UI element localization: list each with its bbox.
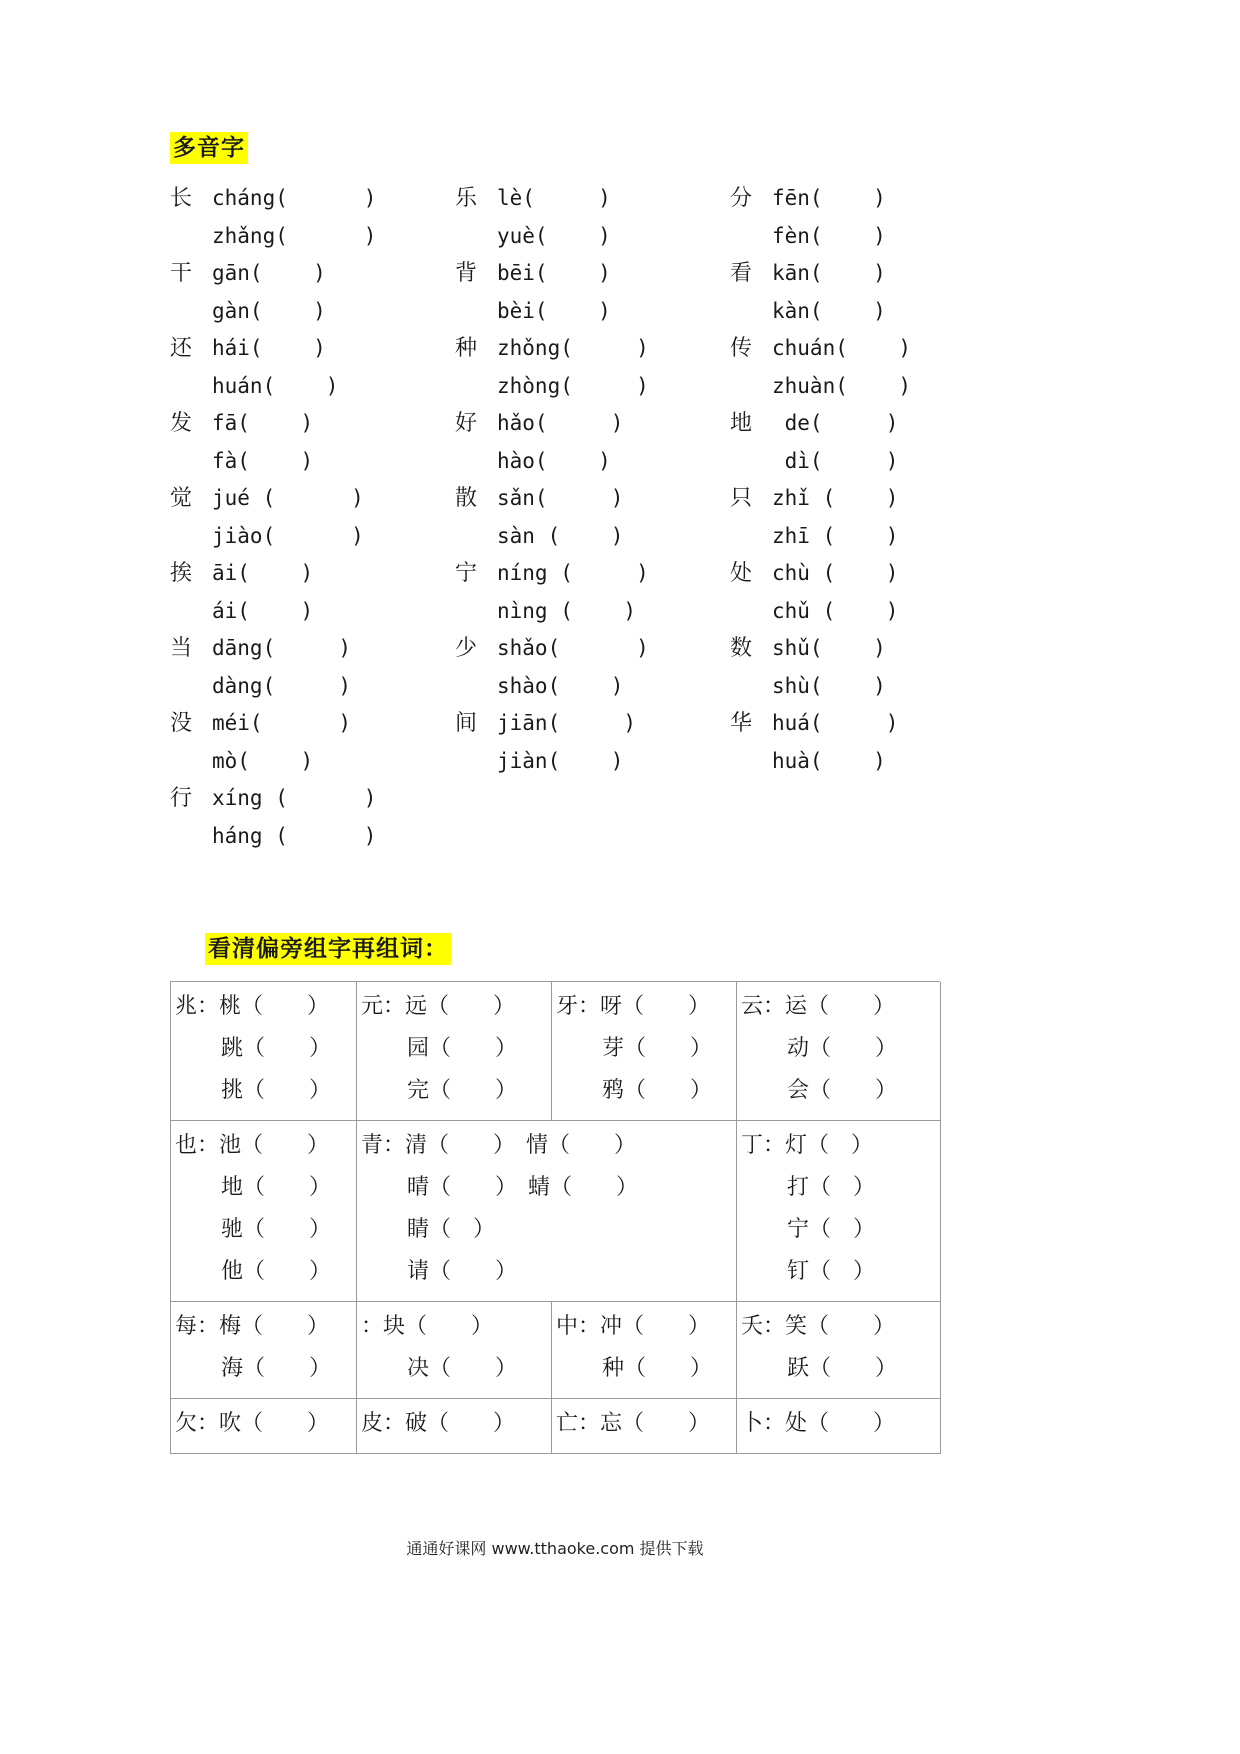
character-blank: 吹（ ） [219,1411,330,1436]
pinyin-line [170,668,455,706]
table-line [361,1167,734,1209]
table-line [556,1403,734,1445]
hanzi-character: 数 [730,636,753,661]
table-line [556,986,734,1028]
hanzi-character [730,218,772,256]
page-content [0,132,940,1559]
pinyin-blank: shǎo( ) [497,636,649,660]
hanzi-character [455,593,497,631]
pinyin-blank: de( ) [772,411,899,435]
pinyin-blank: gàn( ) [212,298,326,323]
polyphonic-entry [730,255,940,330]
hanzi-character [730,443,772,481]
polyphonic-entry [455,330,730,405]
table-line [175,986,354,1028]
table-line [741,1070,938,1112]
table-line [556,1070,734,1112]
hanzi-character: 乐 [455,186,478,211]
pinyin-line [170,743,455,781]
table-line [741,1251,938,1293]
polyphonic-column-3 [730,180,940,855]
radical-cell-r4-c4 [737,1399,941,1454]
pinyin-blank: jiào( ) [212,523,364,548]
pinyin-blank: nìng ( ) [497,598,637,623]
table-line [175,1167,354,1209]
pinyin-line [455,668,730,706]
hanzi-character [170,668,212,706]
pinyin-line [170,368,455,406]
pinyin-blank: jiàn( ) [497,748,624,773]
character-blank: 海（ ） [221,1356,332,1381]
hanzi-character [455,443,497,481]
pinyin-line [455,555,730,593]
hanzi-character: 地 [730,411,753,436]
polyphonic-entry [170,330,455,405]
polyphonic-entry [730,180,940,255]
pinyin-blank: shù( ) [772,673,886,698]
hanzi-character [455,668,497,706]
character-blank: 呀（ ） [600,994,711,1019]
character-blank: 破（ ） [405,1411,516,1436]
footer-text: 通通好课网 www.tthaoke.com 提供下载 [406,1539,704,1558]
radical-label: 牙： [556,994,601,1019]
pinyin-line [730,630,940,668]
pinyin-blank: kàn( ) [772,298,886,323]
radical-label: 兆： [175,994,220,1019]
pinyin-line [455,743,730,781]
pinyin-line [170,593,455,631]
pinyin-line [170,518,455,556]
table-line [741,1306,938,1348]
character-blank: 驰（ ） [221,1217,332,1242]
pinyin-line [730,255,940,293]
radical-table [170,981,940,1454]
hanzi-character: 挨 [170,561,193,586]
character-blank: 会（ ） [787,1078,898,1103]
pinyin-blank: fèn( ) [772,223,886,248]
character-blank: 挑（ ） [221,1078,332,1103]
polyphonic-entry [455,480,730,555]
pinyin-line [170,405,455,443]
hanzi-character: 觉 [170,486,193,511]
polyphonic-entry [730,555,940,630]
pinyin-blank: chù ( ) [772,561,899,585]
pinyin-line [730,480,940,518]
pinyin-blank: hào( ) [497,448,611,473]
pinyin-blank: shǔ( ) [772,636,886,660]
hanzi-character: 长 [170,186,193,211]
character-blank: 桃（ ） [219,994,330,1019]
hanzi-character: 宁 [455,561,478,586]
hanzi-character: 处 [730,561,753,586]
radical-label: 夭： [741,1314,786,1339]
hanzi-character [730,293,772,331]
pinyin-line [455,518,730,556]
pinyin-line [730,555,940,593]
hanzi-character: 华 [730,711,753,736]
character-blank: 打（ ） [787,1175,876,1200]
pinyin-blank: chǔ ( ) [772,598,899,623]
polyphonic-entry [455,555,730,630]
table-line [361,986,549,1028]
pinyin-line [170,555,455,593]
polyphonic-entry [730,405,940,480]
pinyin-blank: chuán( ) [772,336,912,360]
pinyin-line [170,180,455,218]
table-line [175,1306,354,1348]
section2-header [170,933,940,965]
pinyin-line [170,255,455,293]
character-blank: 冲（ ） [600,1314,711,1339]
character-blank: 宁（ ） [787,1217,876,1242]
polyphonic-entry [730,705,940,780]
pinyin-line [170,818,455,856]
pinyin-blank: kān( ) [772,261,886,285]
polyphonic-entry [170,705,455,780]
hanzi-character: 种 [455,336,478,361]
polyphonic-entry [170,555,455,630]
table-line [175,1251,354,1293]
character-blank: 块（ ） [383,1314,494,1339]
hanzi-character: 少 [455,636,478,661]
radical-cell-r3-c3 [552,1302,737,1399]
pinyin-line [730,705,940,743]
table-line [556,1348,734,1390]
polyphonic-entry [455,705,730,780]
table-line [741,1209,938,1251]
table-line [741,1403,938,1445]
pinyin-blank: zhǎng( ) [212,223,377,248]
table-line [361,1306,549,1348]
pinyin-blank: gān( ) [212,261,326,285]
character-blank: 晴（ ） 蜻（ ） [407,1175,639,1200]
hanzi-character: 看 [730,261,753,286]
hanzi-character [455,293,497,331]
character-blank: 钉（ ） [787,1259,876,1284]
radical-cell-r1-c4 [737,982,941,1121]
radical-cell-r4-c2 [357,1399,552,1454]
character-blank: 清（ ） 情（ ） [405,1133,637,1158]
radical-cell-r3-c2 [357,1302,552,1399]
character-blank: 处（ ） [785,1411,896,1436]
polyphonic-entry [170,780,455,855]
polyphonic-column-2 [455,180,730,855]
radical-label: 也： [175,1133,220,1158]
pinyin-blank: zhuàn( ) [772,373,912,398]
pinyin-line [730,180,940,218]
radical-label: 元： [361,994,406,1019]
table-line [741,1028,938,1070]
table-line [741,1125,938,1167]
pinyin-line [170,480,455,518]
character-blank: 种（ ） [602,1356,713,1381]
pinyin-line [730,330,940,368]
table-line [361,1070,549,1112]
hanzi-character [455,743,497,781]
pinyin-blank: dāng( ) [212,636,352,660]
pinyin-blank: xíng ( ) [212,786,377,810]
pinyin-blank: bèi( ) [497,298,611,323]
pinyin-blank: hái( ) [212,336,326,360]
radical-cell-r2-c1 [171,1121,357,1302]
character-blank: 灯（ ） [785,1133,874,1158]
pinyin-line [455,705,730,743]
hanzi-character: 没 [170,711,193,736]
pinyin-blank: cháng( ) [212,186,377,210]
polyphonic-entry [170,405,455,480]
pinyin-line [170,218,455,256]
pinyin-line [170,443,455,481]
pinyin-line [455,368,730,406]
pinyin-blank: lè( ) [497,186,611,210]
pinyin-blank: bēi( ) [497,261,611,285]
polyphonic-columns [170,180,940,855]
polyphonic-entry [730,330,940,405]
radical-cell-r3-c1 [171,1302,357,1399]
polyphonic-entry [455,630,730,705]
hanzi-character [455,518,497,556]
hanzi-character [730,593,772,631]
character-blank: 运（ ） [785,994,896,1019]
radical-cell-r1-c1 [171,982,357,1121]
table-line [361,1403,549,1445]
pinyin-line [730,443,940,481]
radical-label: 皮： [361,1411,406,1436]
pinyin-line [170,780,455,818]
radical-label: 中： [556,1314,601,1339]
radical-label: 亡： [556,1411,601,1436]
table-line [175,1028,354,1070]
pinyin-line [455,480,730,518]
pinyin-blank: zhǐ ( ) [772,486,899,510]
pinyin-blank: jiān( ) [497,711,637,735]
pinyin-blank: sǎn( ) [497,486,624,510]
polyphonic-entry [170,255,455,330]
radical-label: ： [361,1314,384,1339]
hanzi-character [170,818,212,856]
pinyin-line [455,330,730,368]
character-blank: 鸦（ ） [602,1078,713,1103]
hanzi-character [170,293,212,331]
hanzi-character: 好 [455,411,478,436]
hanzi-character [730,743,772,781]
character-blank: 芽（ ） [602,1036,713,1061]
hanzi-character: 干 [170,261,193,286]
hanzi-character [170,518,212,556]
pinyin-blank: zhǒng( ) [497,336,649,360]
pinyin-line [455,443,730,481]
polyphonic-entry [455,180,730,255]
table-line [556,1306,734,1348]
table-line [361,1251,734,1293]
pinyin-blank: fēn( ) [772,186,886,210]
radical-label: 卜： [741,1411,786,1436]
character-blank: 完（ ） [407,1078,518,1103]
polyphonic-entry [170,180,455,255]
pinyin-line [730,405,940,443]
pinyin-blank: jué ( ) [212,486,364,510]
pinyin-blank: huá( ) [772,711,899,735]
polyphonic-entry [730,630,940,705]
radical-cell-r1-c3 [552,982,737,1121]
character-blank: 笑（ ） [785,1314,896,1339]
hanzi-character: 发 [170,411,193,436]
table-line [175,1348,354,1390]
section1-title: 多音字 [170,132,248,164]
radical-label: 欠： [175,1411,220,1436]
pinyin-blank: dì( ) [772,448,899,473]
hanzi-character [730,668,772,706]
hanzi-character [170,443,212,481]
hanzi-character [170,593,212,631]
character-blank: 远（ ） [405,994,516,1019]
radical-cell-r4-c1 [171,1399,357,1454]
character-blank: 梅（ ） [219,1314,330,1339]
pinyin-line [730,518,940,556]
hanzi-character [170,218,212,256]
pinyin-blank: dàng( ) [212,673,352,698]
radical-label: 丁： [741,1133,786,1158]
table-line [741,1348,938,1390]
pinyin-line [455,405,730,443]
hanzi-character [730,368,772,406]
pinyin-line [730,668,940,706]
polyphonic-entry [455,405,730,480]
character-blank: 跳（ ） [221,1036,332,1061]
character-blank: 睛（ ） [407,1217,496,1242]
pinyin-line [730,743,940,781]
pinyin-blank: ái( ) [212,598,314,623]
pinyin-line [730,593,940,631]
table-line [361,1028,549,1070]
pinyin-blank: hǎo( ) [497,411,624,435]
pinyin-blank: fà( ) [212,448,314,473]
hanzi-character: 还 [170,336,193,361]
hanzi-character: 间 [455,711,478,736]
pinyin-line [455,293,730,331]
character-blank: 决（ ） [407,1356,518,1381]
pinyin-blank: yuè( ) [497,223,611,248]
hanzi-character: 只 [730,486,753,511]
polyphonic-entry [455,255,730,330]
pinyin-blank: níng ( ) [497,561,649,585]
table-line [175,1403,354,1445]
pinyin-line [730,218,940,256]
pinyin-line [455,630,730,668]
section1-header [170,132,940,164]
hanzi-character [455,218,497,256]
character-blank: 请（ ） [407,1259,518,1284]
table-line [741,1167,938,1209]
polyphonic-column-1 [170,180,455,855]
pinyin-blank: huán( ) [212,373,339,398]
table-line [175,1070,354,1112]
section2-title: 看清偏旁组字再组词： [205,933,451,965]
pinyin-blank: háng ( ) [212,823,377,848]
radical-cell-r2-c2 [357,1121,737,1302]
table-line [556,1028,734,1070]
radical-label: 青： [361,1133,406,1158]
pinyin-blank: āi( ) [212,561,314,585]
polyphonic-entry [730,480,940,555]
hanzi-character: 散 [455,486,478,511]
table-line [741,986,938,1028]
radical-cell-r1-c2 [357,982,552,1121]
pinyin-blank: fā( ) [212,411,314,435]
pinyin-blank: zhòng( ) [497,373,649,398]
hanzi-character: 当 [170,636,193,661]
pinyin-line [730,368,940,406]
pinyin-line [455,180,730,218]
hanzi-character: 传 [730,336,753,361]
pinyin-line [170,705,455,743]
character-blank: 池（ ） [219,1133,330,1158]
radical-cell-r3-c4 [737,1302,941,1399]
radical-label: 云： [741,994,786,1019]
pinyin-line [170,630,455,668]
table-line [361,1209,734,1251]
hanzi-character [170,368,212,406]
pinyin-blank: zhī ( ) [772,523,899,548]
character-blank: 忘（ ） [600,1411,711,1436]
pinyin-line [730,293,940,331]
hanzi-character: 背 [455,261,478,286]
pinyin-line [455,593,730,631]
table-line [361,1348,549,1390]
pinyin-line [455,255,730,293]
character-blank: 跃（ ） [787,1356,898,1381]
hanzi-character [730,518,772,556]
hanzi-character: 行 [170,786,193,811]
radical-cell-r4-c3 [552,1399,737,1454]
pinyin-line [170,293,455,331]
hanzi-character [455,368,497,406]
table-line [175,1125,354,1167]
pinyin-blank: méi( ) [212,711,352,735]
character-blank: 他（ ） [221,1259,332,1284]
pinyin-line [455,218,730,256]
hanzi-character: 分 [730,186,753,211]
table-line [175,1209,354,1251]
pinyin-blank: huà( ) [772,748,886,773]
character-blank: 园（ ） [407,1036,518,1061]
character-blank: 地（ ） [221,1175,332,1200]
pinyin-blank: sàn ( ) [497,523,624,548]
radical-label: 每： [175,1314,220,1339]
table-line [361,1125,734,1167]
pinyin-line [170,330,455,368]
radical-cell-r2-c3 [737,1121,941,1302]
pinyin-blank: shào( ) [497,673,624,698]
pinyin-blank: mò( ) [212,748,314,773]
character-blank: 动（ ） [787,1036,898,1061]
polyphonic-entry [170,480,455,555]
hanzi-character [170,743,212,781]
polyphonic-entry [170,630,455,705]
